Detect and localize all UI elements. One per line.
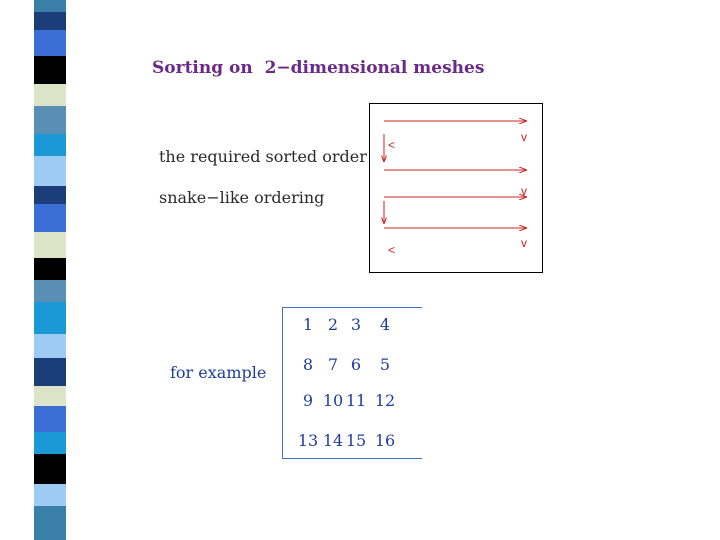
stripe-block	[34, 406, 66, 432]
slide-title: Sorting on 2−dimensional meshes	[152, 58, 485, 78]
stripe-block	[34, 334, 66, 358]
matrix-cell: 13	[297, 431, 319, 450]
stripe-block	[34, 204, 66, 232]
mark-down-3: v	[521, 184, 527, 198]
example-matrix	[282, 307, 422, 459]
stripe-block	[34, 106, 66, 134]
mark-down-2: v	[521, 130, 527, 144]
stripe-block	[34, 0, 66, 12]
snake-ordering-label: snake−like ordering	[159, 188, 325, 207]
stripe-block	[34, 358, 66, 386]
stripe-block	[34, 484, 66, 506]
mark-down-1: v	[381, 151, 387, 165]
matrix-cell: 14	[322, 431, 344, 450]
sorted-order-label: the required sorted order	[159, 147, 367, 166]
matrix-cell: 2	[327, 315, 339, 334]
matrix-cell: 12	[374, 391, 396, 410]
matrix-cell: 3	[350, 315, 362, 334]
mark-left-2: <	[388, 243, 396, 257]
example-label: for example	[170, 363, 267, 382]
stripe-block	[34, 302, 66, 334]
decorative-stripe	[34, 0, 66, 540]
stripe-block	[34, 386, 66, 406]
matrix-cell: 7	[327, 355, 339, 374]
matrix-cell: 15	[345, 431, 367, 450]
matrix-cell: 16	[374, 431, 396, 450]
matrix-cell: 6	[350, 355, 362, 374]
mark-down-4: v	[381, 213, 387, 227]
mark-left-1: <	[388, 138, 396, 152]
matrix-cell: 9	[302, 391, 314, 410]
matrix-cell: 4	[379, 315, 391, 334]
matrix-cell: 10	[322, 391, 344, 410]
matrix-cell: 8	[302, 355, 314, 374]
matrix-cell: 1	[302, 315, 314, 334]
snake-arrows	[370, 104, 542, 272]
matrix-bracket-left	[282, 307, 283, 459]
matrix-bracket-bottom	[282, 458, 422, 459]
stripe-block	[34, 280, 66, 302]
stripe-block	[34, 506, 66, 540]
snake-order-diagram	[369, 103, 543, 273]
stripe-block	[34, 134, 66, 156]
matrix-bracket-top	[282, 307, 422, 308]
stripe-block	[34, 30, 66, 56]
stripe-block	[34, 56, 66, 84]
stripe-block	[34, 454, 66, 484]
matrix-cell: 11	[345, 391, 367, 410]
stripe-block	[34, 432, 66, 454]
stripe-block	[34, 84, 66, 106]
stripe-block	[34, 156, 66, 186]
matrix-cell: 5	[379, 355, 391, 374]
mark-down-5: v	[521, 236, 527, 250]
stripe-block	[34, 12, 66, 30]
stripe-block	[34, 186, 66, 204]
stripe-block	[34, 232, 66, 258]
stripe-block	[34, 258, 66, 280]
